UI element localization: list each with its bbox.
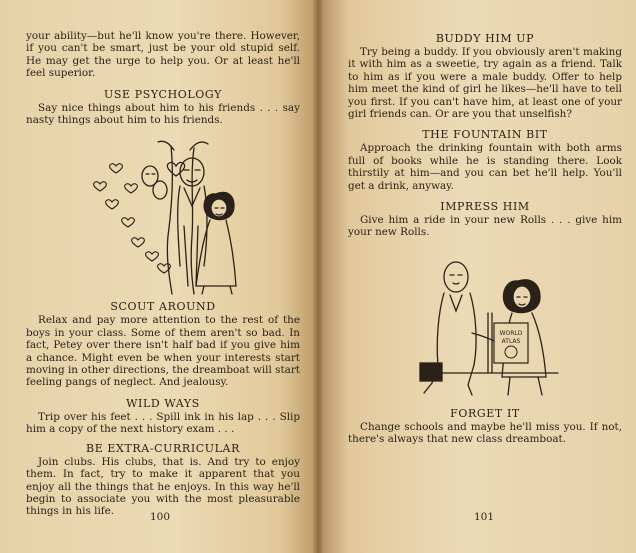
text-impress-him: Give him a ride in your new Rolls . . . give him your new Rolls.	[348, 214, 622, 239]
heading-be-extra-curricular: BE EXTRA-CURRICULAR	[86, 441, 240, 455]
heading-use-psychology: USE PSYCHOLOGY	[104, 87, 222, 101]
right-page-number: 101	[474, 511, 495, 523]
text-wild-ways: Trip over his feet . . . Spill ink in his lap . . . Slip him a copy of the next history exam . . .	[26, 410, 300, 436]
heading-buddy-him-up: BUDDY HIM UP	[435, 32, 535, 45]
heading-impress-him: IMPRESS HIM	[440, 200, 530, 214]
text-use-psychology: Say nice things about him to his friends . . . say nasty things about him to his friends.	[26, 101, 300, 127]
text-the-fountain-bit: Approach the drinking fountain with both arms full of books while he is standing there. Look thirstily at him—and you can bet he'll help. You'll get a drink, anyway.	[348, 142, 622, 192]
right-page	[318, 0, 636, 553]
heading-wild-ways: WILD WAYS	[126, 396, 200, 410]
heading-the-fountain-bit: THE FOUNTAIN BIT	[422, 128, 548, 142]
text-forget-it: Change schools and maybe he'll miss you. If not, there's always that new class dreamboat.	[348, 420, 622, 446]
text-buddy-him-up: Try being a buddy. If you obviously aren't making it with him as a sweetie, try again as a friend. Talk to him as if you were a male buddy. Offer to help him meet the kind of girl he likes—he'll have to tell you first. If you can't have him, at least one of your girl friends can. Or are you that unselfish?	[348, 46, 622, 121]
couple-with-atlas-illustration	[418, 253, 578, 403]
left-intro-paragraph: your ability—but he'll know you're there. However, if you can't be smart, just be your old stupid self. He may get the urge to help you. Or at least he'll feel superior.	[26, 30, 300, 80]
heading-scout-around: SCOUT AROUND	[110, 300, 216, 314]
left-page-number: 100	[150, 511, 171, 523]
heading-forget-it: FORGET IT	[450, 406, 520, 420]
couple-by-tree-illustration	[76, 136, 276, 296]
atlas-label-line2: ATLAS	[501, 337, 521, 345]
text-scout-around: Relax and pay more attention to the rest of the boys in your class. Some of them aren't so bad. In fact, Petey over there isn't half bad if you give him a chance. Might even be when your interests start moving in other directions, the dreamboat will start feeling pangs of neglect. And jealousy.	[26, 314, 300, 389]
atlas-label-line1: WORLD	[499, 329, 523, 337]
text-be-extra-curricular: Join clubs. His clubs, that is. And try to enjoy them. In fact, try to make it apparent that you enjoy all the things that he enjoys. In this way he'll begin to associate you with the most pleasurable things in his life.	[26, 455, 300, 518]
